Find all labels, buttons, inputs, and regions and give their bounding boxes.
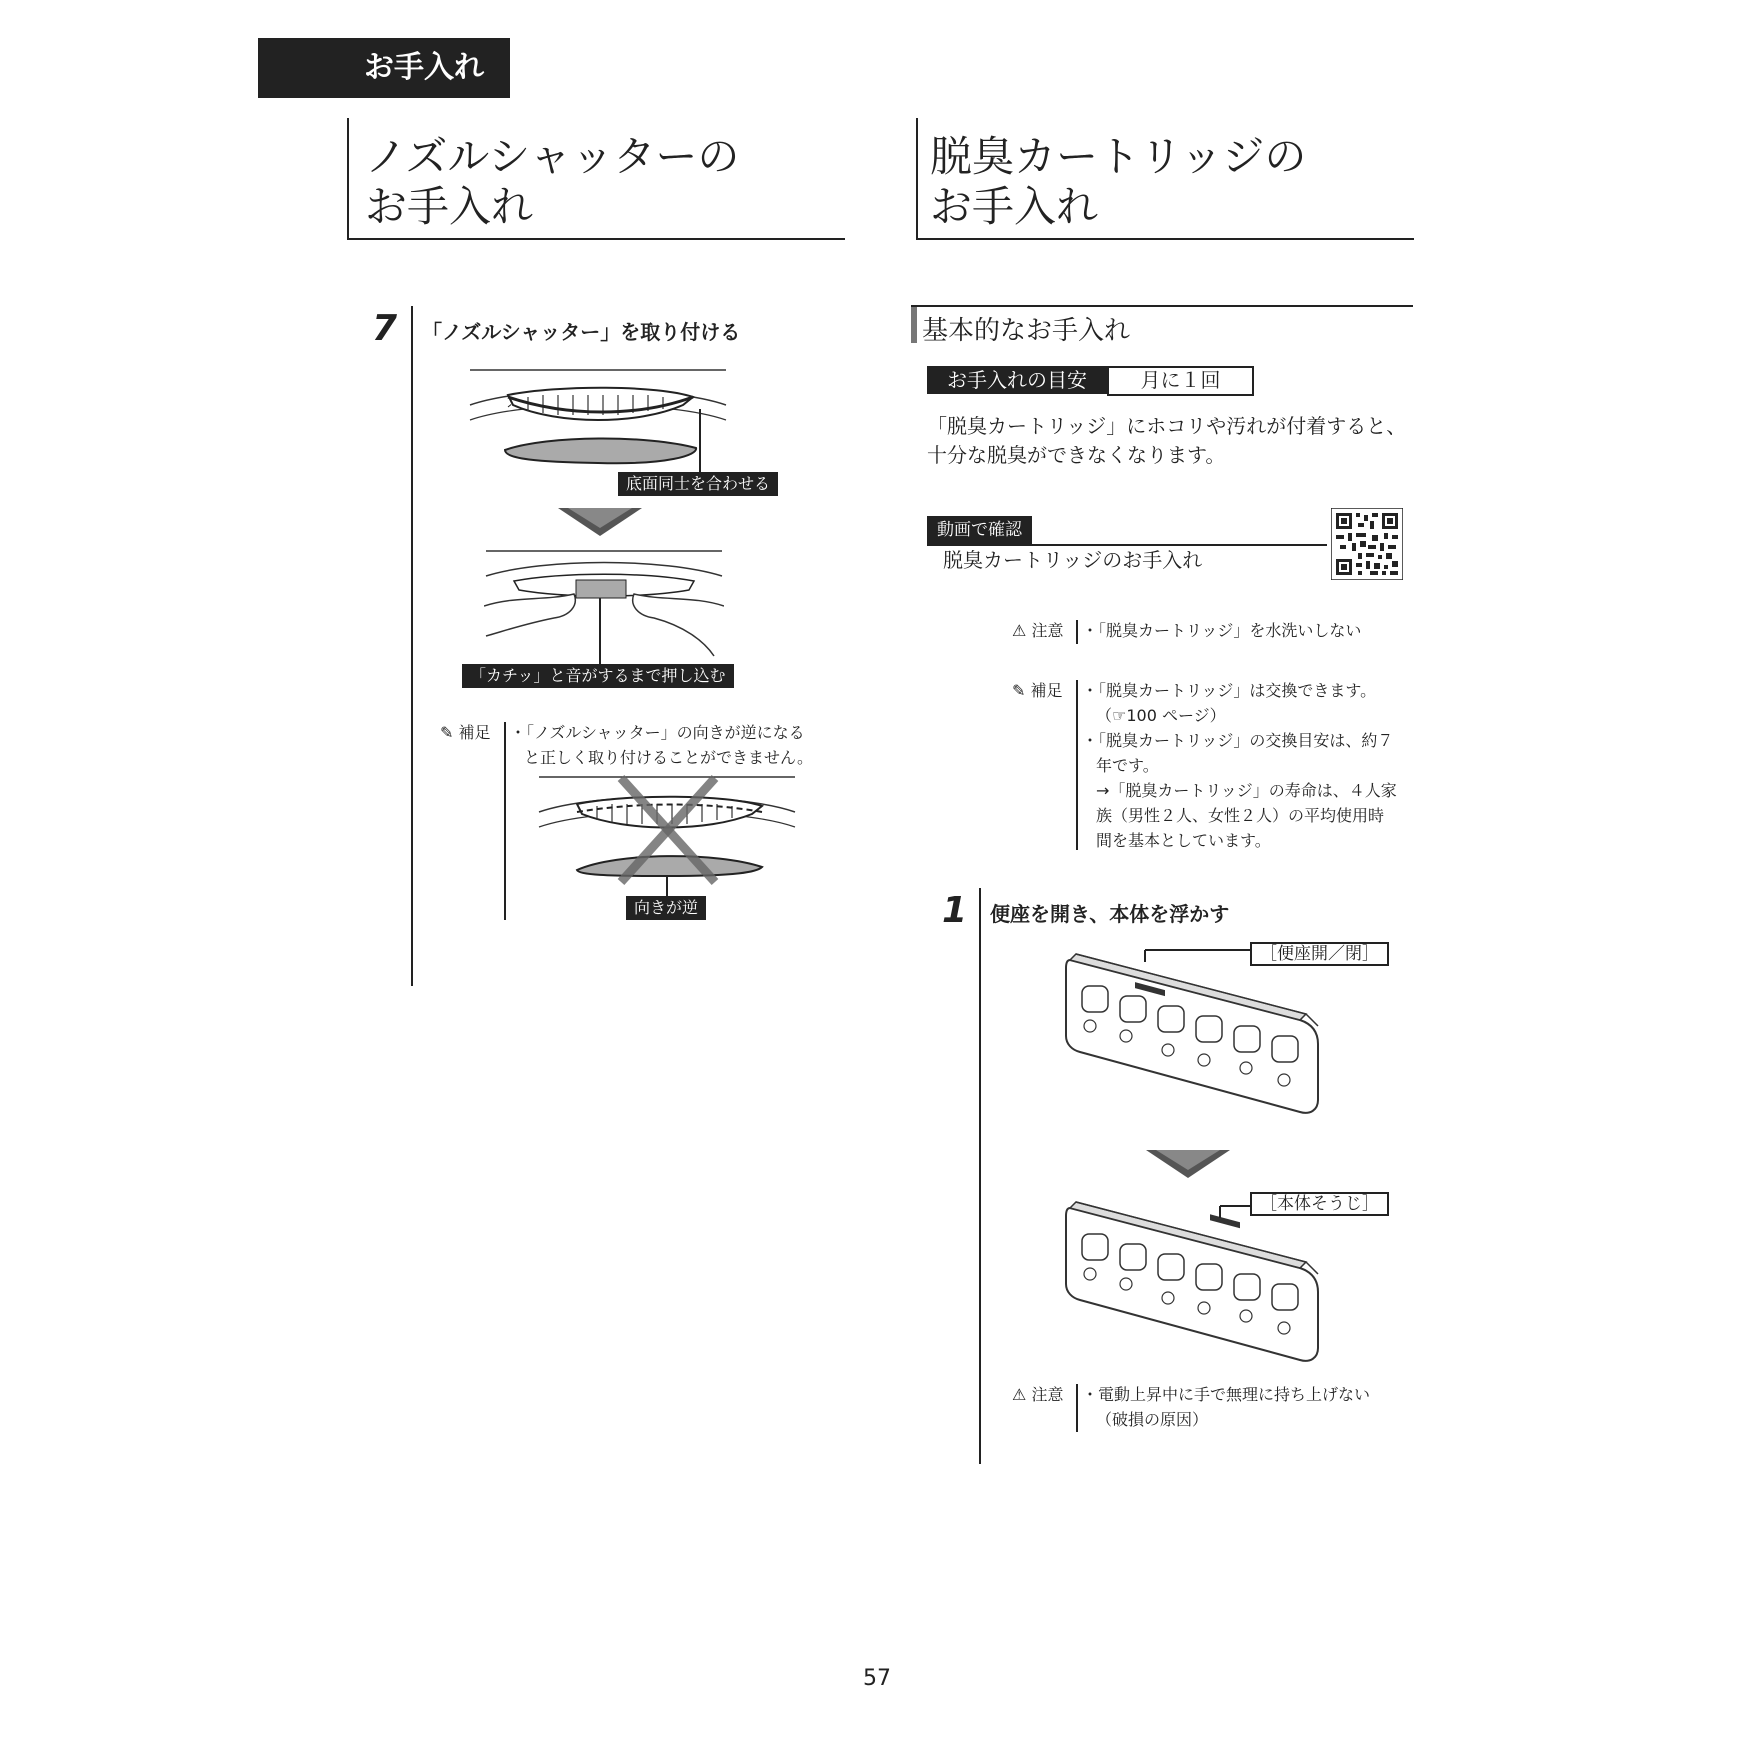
section-tab: お手入れ: [258, 38, 510, 98]
down-arrow-icon: [1146, 1150, 1230, 1178]
push-in-illustration: [484, 546, 724, 671]
right-body-text: 「脱臭カートリッジ」にホコリや汚れが付着すると、 十分な脱臭ができなくなります。: [927, 414, 1407, 467]
label-body-cleaning: ［本体そうじ］: [1250, 1192, 1389, 1216]
down-arrow-icon: [558, 508, 642, 536]
right-title-block: [916, 118, 1414, 240]
qr-code-icon[interactable]: [1331, 508, 1403, 580]
caution2-head: ⚠ 注意: [1012, 1385, 1064, 1404]
right-step-number: 1: [942, 890, 968, 931]
video-tag: 動画で確認: [927, 516, 1032, 544]
page-number: 57: [863, 1666, 891, 1691]
label-seat-open-close: ［便座開／閉］: [1250, 942, 1389, 966]
caution-head: ⚠ 注意: [1012, 621, 1064, 640]
left-note-text: ・「ノズルシャッター」の向きが逆になる と正しく取り付けることができません。: [510, 723, 813, 767]
left-note-head: ✎ 補足: [440, 723, 491, 742]
caution2-line: [1076, 1384, 1078, 1432]
nozzle-shutter-align-illustration: [468, 365, 728, 485]
left-title-block: [347, 118, 845, 240]
sub-head-marker: [911, 307, 917, 343]
left-note-line: [504, 722, 506, 920]
caution-text: ・「脱臭カートリッジ」を水洗いしない: [1082, 621, 1362, 640]
sub-head-basic-care: 基本的なお手入れ: [922, 316, 1131, 346]
right-step-line: [979, 888, 981, 1464]
left-title-line2: お手入れ: [365, 182, 534, 231]
remote-control-illustration-1: [1060, 940, 1320, 1115]
warning-icon: ⚠: [1012, 1385, 1027, 1404]
pencil-icon: ✎: [1012, 681, 1026, 700]
supplement-line: [1076, 680, 1078, 850]
left-title-line1: ノズルシャッターの: [365, 132, 740, 181]
video-title[interactable]: 脱臭カートリッジのお手入れ: [943, 548, 1203, 572]
care-guide-value: 月に１回: [1107, 366, 1254, 396]
warning-icon: ⚠: [1012, 621, 1027, 640]
label-push-until-click: 「カチッ」と音がするまで押し込む: [462, 664, 734, 688]
sub-head-rule: [911, 305, 1413, 307]
supplement-head: ✎ 補足: [1012, 681, 1063, 700]
caution2-text: ・電動上昇中に手で無理に持ち上げない （破損の原因）: [1082, 1385, 1371, 1429]
label-align-bottom: 底面同士を合わせる: [618, 472, 778, 496]
right-step-text: 便座を開き、本体を浮かす: [990, 902, 1230, 926]
caution-line: [1076, 620, 1078, 644]
left-step-line: [411, 306, 413, 986]
reversed-illustration: [537, 772, 797, 902]
label-reversed: 向きが逆: [626, 896, 706, 920]
right-title-line1: 脱臭カートリッジの: [930, 132, 1307, 181]
left-step-text: 「ノズルシャッター」を取り付ける: [422, 320, 741, 344]
left-step-number: 7: [372, 308, 398, 349]
care-guide-label: お手入れの目安: [927, 366, 1107, 394]
pencil-icon: ✎: [440, 723, 454, 742]
supplement-text: ・「脱臭カートリッジ」は交換できます。 （☞100 ページ） ・「脱臭カートリッジ」の交換目安は、約７ 年です。 →「脱臭カートリッジ」の寿命は、４人家 族（男性２人、女性２人）の平均使用時 間を基本としています。: [1082, 681, 1397, 850]
right-title-line2: お手入れ: [930, 182, 1099, 231]
